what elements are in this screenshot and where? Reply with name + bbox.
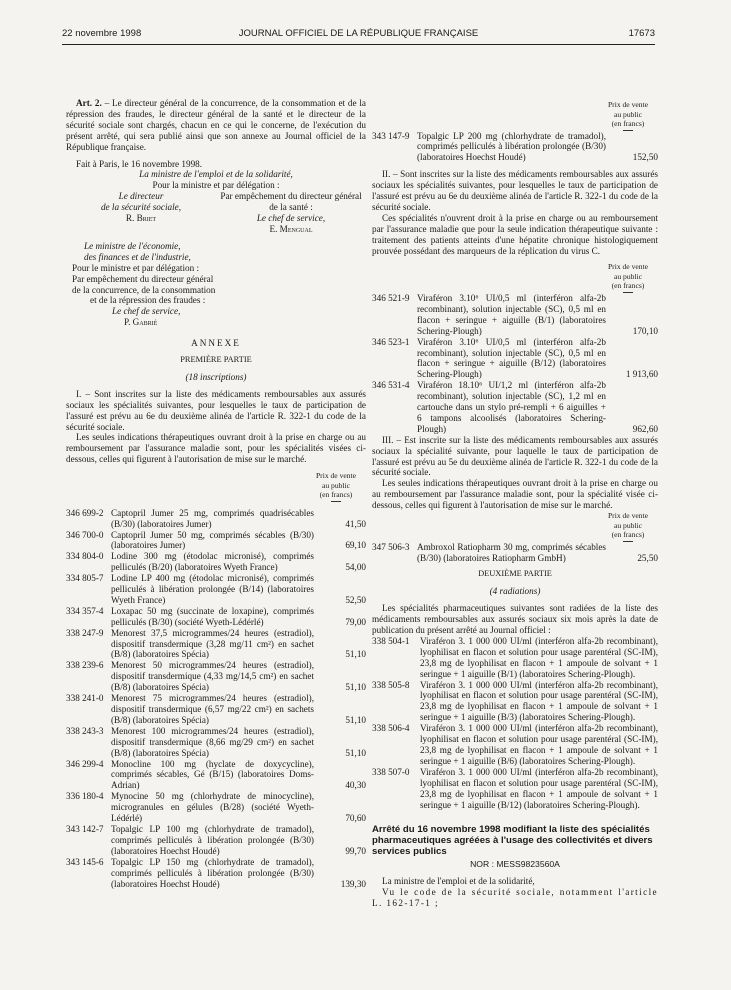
medication-code: 338 247-9 <box>66 627 104 638</box>
medication-entry <box>372 542 658 564</box>
medication-entry <box>66 759 366 792</box>
header-journal-title: JOURNAL OFFICIEL DE LA RÉPUBLIQUE FRANÇAISE <box>238 28 479 39</box>
medication-entry <box>372 293 658 337</box>
medication-entry <box>66 824 366 857</box>
medication-entry <box>66 693 366 726</box>
medication-code: 334 804-0 <box>66 551 104 562</box>
medication-price: 152,50 <box>632 152 658 163</box>
medication-price: 139,30 <box>340 878 366 889</box>
medication-price: 51,10 <box>345 649 366 660</box>
medication-code: 343 145-6 <box>66 856 104 867</box>
section-2-indications: Ces spécialités n'ouvrent droit à la prise en charge ou au remboursement par l'assurance maladie que pour la seule indication thérapeutique suivante : traitement des patients atteints d'une hépatite chronique histologiquement prouvée possédant des marqueurs de la réplication du virus C. <box>372 212 658 256</box>
signature-economie <box>66 241 366 263</box>
chef-service-name: P. Gabrié <box>124 317 158 328</box>
price-header-line-1: Prix de vente <box>315 471 357 481</box>
radiation-code: 338 505-8 <box>372 679 410 690</box>
medication-entry <box>66 726 366 759</box>
medication-text: Ambroxol Ratiopharm 30 mg, comprimés sécables (B/30) (laboratoires Ratiopharm GmbH) <box>417 541 606 563</box>
medication-price: 99,70 <box>345 845 366 856</box>
empechement-line-2: de la concurrence, de la consommation <box>72 284 216 295</box>
medication-text: Menorest 37,5 microgrammes/24 heures (estradiol), dispositif transdermique (3,28 mg/11 cm²) en sachet (B/8) (laboratoires Spécia) <box>111 627 314 660</box>
radiation-code: 338 506-4 <box>372 723 410 734</box>
price-header-line-3: (en francs) <box>611 119 645 128</box>
medication-code: 338 239-6 <box>66 660 104 671</box>
price-header-line-2: au public <box>613 271 643 281</box>
empechement-line-1: Par empêchement du directeur général <box>72 273 214 284</box>
signature-dgs <box>216 191 366 235</box>
radiation-code: 338 507-0 <box>372 766 410 777</box>
price-header-line-2: au public <box>321 480 351 490</box>
inscriptions-count: (18 inscriptions) <box>185 371 247 382</box>
empechement-line-3: et de la répression des fraudes : <box>90 295 206 306</box>
deuxieme-partie-heading: DEUXIÈME PARTIE <box>478 569 552 579</box>
medication-code: 346 521-9 <box>372 292 410 303</box>
medication-entry <box>372 337 658 381</box>
article-2 <box>66 98 366 153</box>
price-column-header-2 <box>598 262 658 293</box>
medication-entry <box>66 660 366 693</box>
medication-text: Menorest 100 microgrammes/24 heures (estradiol), dispositif transdermique (8,66 mg/29 cm²) en sachet (B/8) (laboratoires Spécia) <box>111 725 314 758</box>
medication-price: 69,10 <box>345 540 366 551</box>
sig-dss-line-2: de la sécurité sociale, <box>100 202 182 213</box>
medication-text: Viraféron 3.10⁶ UI/0,5 ml (interféron alfa-2b recombinant), solution injectable (SC), 0,5 ml en flacon + seringue + aiguille (B/12) (laboratoires Schering-Plough) <box>417 336 606 380</box>
medication-entry <box>66 606 366 628</box>
premiere-partie-heading: PREMIÈRE PARTIE <box>180 355 252 365</box>
signatory-ministre-emploi: La ministre de l'emploi et de la solidarité, <box>139 169 293 180</box>
medication-code: 343 142-7 <box>66 823 104 834</box>
medication-entry <box>66 530 366 552</box>
radiation-text: Viraféron 3. 1 000 000 UI/ml (interféron alfa-2b recombinant), lyophilisat en flacon et solution pour usage parentéral (SC-IM), 23,8 mg de lyophilisat en flacon + 1 ampoule de solvant + 1 seringue + 1 aiguille (B/6) (laboratoires Schering-Plough). <box>420 723 658 766</box>
price-header-line-3: (en francs) <box>319 490 353 500</box>
medication-price: 25,50 <box>637 552 658 563</box>
left-column <box>66 98 366 889</box>
price-header-line-1: Prix de vente <box>607 511 649 521</box>
radiation-list <box>372 636 658 811</box>
sig-dss-line-1: Le directeur <box>118 191 164 202</box>
medication-entry <box>66 791 366 824</box>
medication-price: 962,60 <box>632 423 658 434</box>
medication-price: 79,00 <box>345 616 366 627</box>
medication-price: 1 913,60 <box>625 369 658 380</box>
section-2-paragraph: II. – Sont inscrites sur la liste des médicaments remboursables aux assurés sociaux les spécialités suivantes, pour lesquelles le taux de participation de l'assuré est prévu au 6e du deuxième alinéa de l'article R. 322-1 du code de la sécurité sociale. <box>372 169 658 212</box>
medication-entry <box>66 508 366 530</box>
medication-text: Topalgic LP 100 mg (chlorhydrate de tramadol), comprimés pelliculés à libération prolongée (B/30) (laboratoires Hoechst Houdé) <box>111 823 314 856</box>
sig-dgs-line-3: Le chef de service, <box>256 213 326 224</box>
sig-dss-name: R. Briet <box>125 213 157 224</box>
medication-entry <box>372 380 658 435</box>
radiation-text: Viraféron 3. 1 000 000 UI/ml (interféron alfa-2b recombinant), lyophilisat en flacon et solution pour usage parentéral (SC-IM), 23,8 mg de lyophilisat en flacon + 1 ampoule de solvant + 1 seringue + 1 aiguille (B/1) (laboratoires Schering-Plough). <box>420 635 658 679</box>
medication-price: 170,10 <box>632 325 658 336</box>
nor-reference: NOR : MESS9823560A <box>470 859 560 870</box>
radiation-entry <box>372 680 658 724</box>
price-header-line-3: (en francs) <box>611 281 645 291</box>
medication-entry <box>66 628 366 661</box>
medication-code: 346 523-1 <box>372 336 410 347</box>
medication-text: Menorest 50 microgrammes/24 heures (estradiol), dispositif transdermique (4,33 mg/14,5 cm²) en sachet (B/8) (laboratoires Spécia) <box>111 660 314 693</box>
header-date: 22 novembre 1998 <box>62 28 142 39</box>
delegation-line-1: Pour la ministre et par délégation : <box>152 180 280 191</box>
arrete-paragraph-2: Vu le code de la sécurité sociale, notamment l'article L. 162-17-1 ; <box>372 887 658 909</box>
medication-text: Captopril Jumer 50 mg, comprimés sécables (B/30) (laboratoires Jumer) <box>111 529 314 551</box>
ministre-eco-line-1: Le ministre de l'économie, <box>84 240 181 251</box>
price-column-header <box>306 471 366 502</box>
radiation-entry <box>372 767 658 811</box>
section-1-indications: Les seules indications thérapeutiques ouvrant droit à la prise en charge ou au remboursement par l'assurance maladie sont, pour les spécialités visées ci-dessous, celles qui figurent à l'autorisation de mise sur le marché. <box>66 432 366 465</box>
medication-text: Lodine LP 400 mg (étodolac micronisé), comprimés pelliculés à libération prolongée (B/14) (laboratoires Wyeth France) <box>111 573 314 605</box>
medication-code: 346 531-4 <box>372 380 410 391</box>
medication-price: 52,50 <box>345 594 366 605</box>
price-header-line-3: (en francs) <box>611 530 645 540</box>
price-header-line-2: au public <box>613 109 643 119</box>
medication-price: 41,50 <box>345 518 366 529</box>
medication-text: Topalgic LP 150 mg (chlorhydrate de tramadol), comprimés pelliculés à libération prolongée (B/30) (laboratoires Hoechst Houdé) <box>111 856 314 889</box>
medication-code: 336 180-4 <box>66 791 104 802</box>
medication-text: Mynocine 50 mg (chlorhydrate de minocycline), microgranules en gélules (B/28) (société Wyeth-Lédérlé) <box>111 791 314 824</box>
section-1-paragraph: I. – Sont inscrites sur la liste des médicaments remboursables aux assurés sociaux les spécialités suivantes, pour lesquelles le taux de participation de l'assuré est prévu au 6e du deuxième alinéa de l'article R. 322-1 du code de la sécurité sociale. <box>66 388 366 432</box>
medication-entry <box>66 551 366 573</box>
radiation-text: Viraféron 3. 1 000 000 UI/ml (interféron alfa-2b recombinant), lyophilisat en flacon et solution pour usage parentéral (SC-IM), 23,8 mg de lyophilisat en flacon + 1 ampoule de solvant + 1 seringue + 1 aiguille (B/3) (laboratoires Schering-Plough). <box>420 679 658 723</box>
article-2-text: – Le directeur général de la concurrence, de la consommation et de la répression des fraudes, le directeur général de la santé et le directeur de la sécurité sociale sont chargés, chacun en ce qui le concerne, de l'exécution du présent arrêté, qui sera publié ainsi que son annexe au Journal officiel de la République française. <box>66 98 366 152</box>
medication-price: 51,10 <box>345 682 366 693</box>
arrete-title: Arrêté du 16 novembre 1998 modifiant la liste des spécialités pharmaceutiques agréées à l'usage des collectivités et divers services publics <box>372 824 653 858</box>
section-3-indications: Les seules indications thérapeutiques ouvrant droit à la prise en charge ou au remboursement par l'assurance maladie sont, pour la spécialité visée ci-dessous, celles qui figurent à l'autorisation de mise sur le marché. <box>372 478 658 511</box>
medication-code: 334 805-7 <box>66 573 104 584</box>
section-3-paragraph: III. – Est inscrite sur la liste des médicaments remboursables aux assurés sociaux la spécialité suivante, pour laquelle le taux de participation de l'assuré est prévu au 5e du deuxième alinéa de l'article R. 322-1 du code de la sécurité sociale. <box>372 434 658 478</box>
medication-code: 334 357-4 <box>66 605 104 616</box>
delegation-economie <box>66 263 366 328</box>
sig-dgs-line-2: de la santé : <box>269 202 313 213</box>
medication-price: 40,30 <box>345 780 366 791</box>
medication-text: Viraféron 18.10⁶ UI/1,2 ml (interféron alfa-2b recombinant), solution injectable (SC), 1,2 ml en cartouche dans un stylo pré-rempli + 6 aiguilles + 6 tampons alcoolisés (laboratoires Schering-Plough) <box>417 380 606 434</box>
medication-price: 54,00 <box>345 562 366 573</box>
header-rule <box>62 44 655 45</box>
medication-text: Viraféron 3.10⁶ UI/0,5 ml (interféron alfa-2b recombinant), solution injectable (SC), 0,5 ml en flacon + seringue + aiguille (B/1) (laboratoires Schering-Plough) <box>417 292 606 336</box>
medication-text: Topalgic LP 200 mg (chlorhydrate de tramadol), comprimés pelliculés à libération prolongée (B/30) (laboratoires Hoechst Houdé) <box>417 130 606 163</box>
medication-entry <box>66 573 366 606</box>
radiations-count: (4 radiations) <box>489 586 541 597</box>
medication-text: Menorest 75 microgrammes/24 heures (estradiol), dispositif transdermique (6,57 mg/22 cm²) en sachets (B/8) (laboratoires Spécia) <box>111 693 314 725</box>
price-column-header-right <box>598 100 658 131</box>
radiation-entry <box>372 723 658 767</box>
medication-code: 346 700-0 <box>66 529 104 540</box>
chef-service: Le chef de service, <box>112 306 181 317</box>
medication-text: Loxapac 50 mg (succinate de loxapine), comprimés pelliculés (B/30) (société Wyeth-Lédérlé) <box>111 605 314 627</box>
radiation-entry <box>372 636 658 680</box>
delegation-line-2: Pour le ministre et par délégation : <box>72 262 200 273</box>
price-header-line-1: Prix de vente <box>607 100 649 109</box>
medication-entry <box>372 131 658 164</box>
medication-code: 338 243-3 <box>66 725 104 736</box>
medication-code: 338 241-0 <box>66 693 104 704</box>
page-header <box>62 28 655 42</box>
signature-dss <box>66 191 216 235</box>
article-2-label: Art. 2. <box>76 98 102 108</box>
medication-list-2 <box>372 293 658 435</box>
medication-price: 51,10 <box>345 747 366 758</box>
medication-code: 343 147-9 <box>372 130 410 141</box>
ministre-eco-line-2: des finances et de l'industrie, <box>84 251 191 262</box>
price-column-header-3 <box>598 511 658 542</box>
radiations-intro: Les spécialités pharmaceutiques suivantes sont radiées de la liste des médicaments remboursables aux assurés sociaux six mois après la date de publication du présent arrêté au Journal officiel : <box>372 603 658 636</box>
medication-text: Captopril Jumer 25 mg, comprimés quadrisécables (B/30) (laboratoires Jumer) <box>111 507 314 529</box>
arrete-paragraph-1: La ministre de l'emploi et de la solidarité, <box>382 876 535 887</box>
medication-price: 70,60 <box>345 813 366 824</box>
medication-price: 51,10 <box>345 714 366 725</box>
medication-code: 346 699-2 <box>66 507 104 518</box>
medication-entry <box>66 857 366 890</box>
medication-list-1 <box>66 508 366 890</box>
radiation-text: Viraféron 3. 1 000 000 UI/ml (interféron alfa-2b recombinant), lyophilisat en flacon et solution pour usage parentéral (SC-IM), 23,8 mg de lyophilisat en flacon + 1 ampoule de solvant + 1 seringue + 1 aiguille (B/12) (laboratoires Schering-Plough). <box>420 766 658 810</box>
medication-text: Monocline 100 mg (hyclate de doxycycline), comprimés sécables, Gé (B/15) (laboratoires Doms-Adrian) <box>111 758 314 791</box>
annexe-heading: ANNEXE <box>191 338 241 349</box>
medication-code: 346 299-4 <box>66 758 104 769</box>
radiation-code: 338 504-1 <box>372 635 410 646</box>
sig-dgs-line-1: Par empêchement du directeur général <box>220 191 362 202</box>
right-column <box>372 100 658 909</box>
sig-dgs-name: E. Mengual <box>269 223 313 234</box>
fait-a-paris: Fait à Paris, le 16 novembre 1998. <box>76 158 203 169</box>
header-page-number: 17673 <box>628 28 655 39</box>
price-header-line-1: Prix de vente <box>607 262 649 272</box>
medication-text: Lodine 300 mg (étodolac micronisé), comprimés pelliculés (B/20) (laboratoires Wyeth France) <box>111 551 314 573</box>
medication-code: 347 506-3 <box>372 541 410 552</box>
price-header-line-2: au public <box>613 520 643 530</box>
signature-block <box>66 191 366 235</box>
